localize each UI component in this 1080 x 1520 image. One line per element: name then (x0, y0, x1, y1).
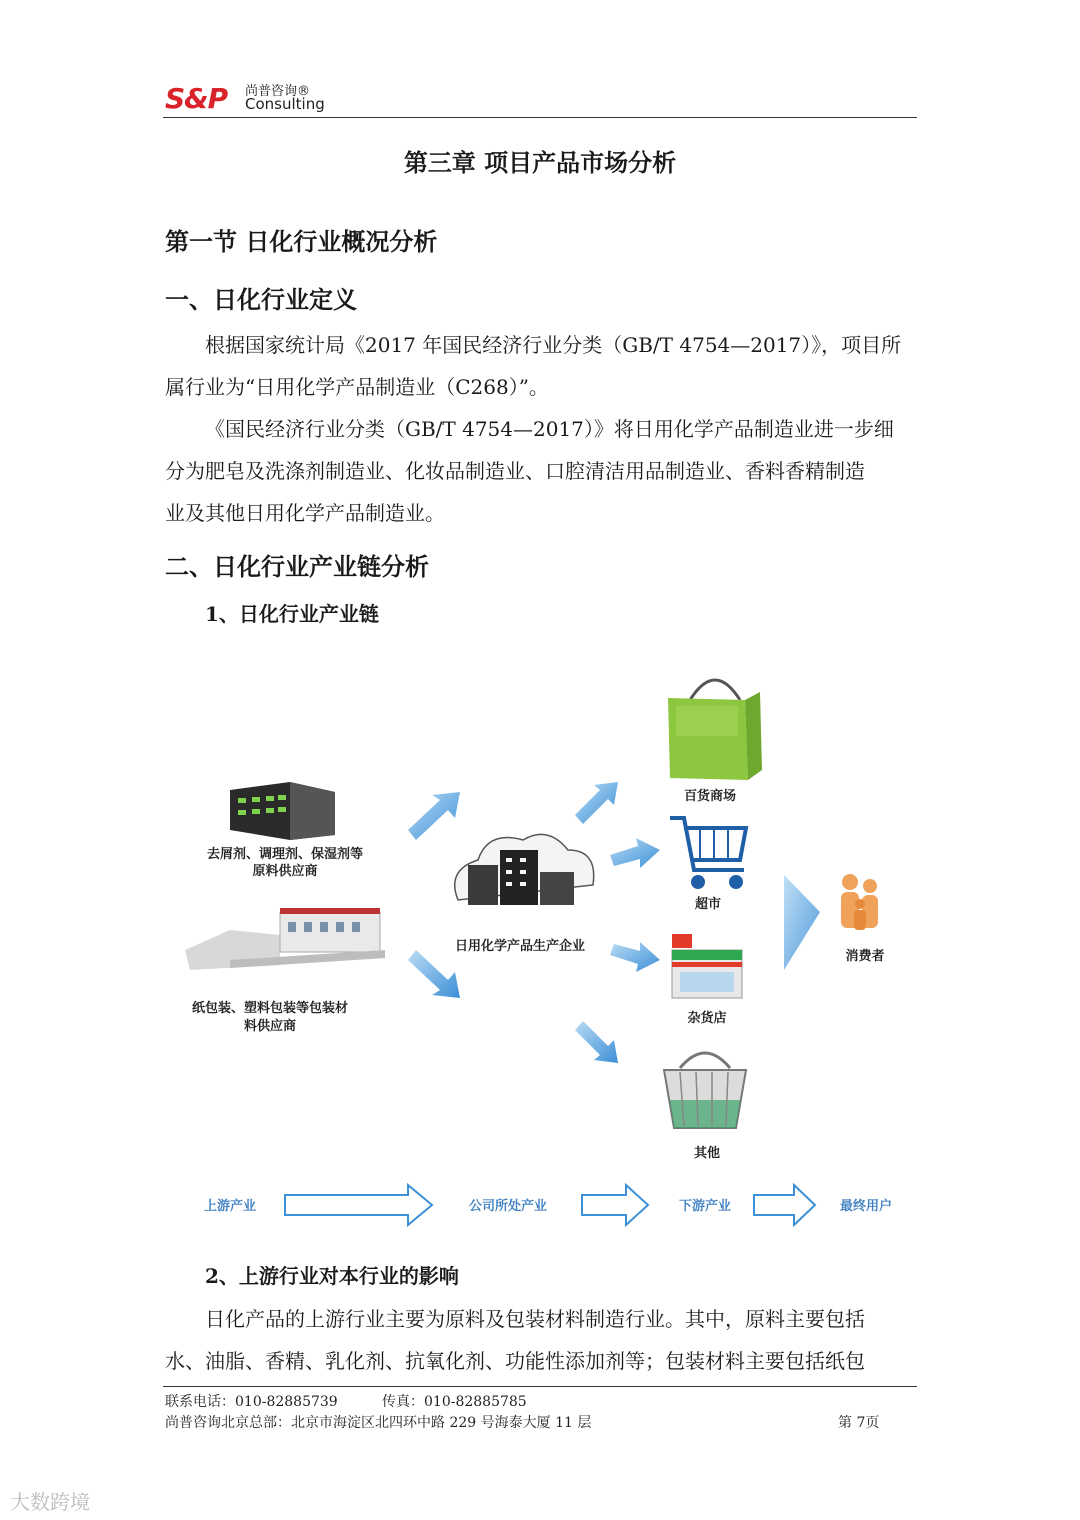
logo-mark: S&P (165, 82, 228, 115)
logo-chinese-name: 尚普咨询® (245, 84, 311, 99)
paragraph-line: 《国民经济行业分类（GB/T 4754—2017）》将日用化学产品制造业进一步细 (205, 417, 894, 441)
arrow-to-consumer (784, 875, 820, 970)
footer-phone: 联系电话：010-82885739 (165, 1394, 338, 1410)
watermark: 大数跨境 (10, 1490, 90, 1514)
channel-supermarket-label: 超市 (694, 897, 722, 912)
flow-end-user-label: 最终用户 (839, 1199, 893, 1214)
arrow-raw-to-manufacturer (408, 792, 460, 840)
arrow-to-other (575, 1021, 618, 1063)
paragraph-line: 属行业为“日用化学产品制造业（C268）”。 (165, 375, 549, 399)
packaging-factory-icon (185, 908, 385, 970)
paragraph-upstream (165, 1298, 917, 1382)
heading-industry-chain-analysis: 二、日化行业产业链分析 (165, 552, 429, 581)
channel-store-label: 杂货店 (687, 1011, 727, 1026)
manufacturer-label: 日用化学产品生产企业 (454, 939, 586, 954)
logo-english-name: Consulting (245, 95, 325, 113)
flow-arrow-1 (285, 1185, 432, 1225)
paragraph-line: 业及其他日用化学产品制造业。 (165, 501, 445, 525)
raw-supplier-label: 去屑剂、调理剂、保湿剂等 (206, 847, 364, 862)
paragraph-line: 水、油脂、香精、乳化剂、抗氧化剂、功能性添加剂等；包装材料主要包括纸包 (165, 1349, 865, 1373)
paragraph-line: 日化产品的上游行业主要为原料及包装材料制造行业。其中，原料主要包括 (205, 1307, 865, 1331)
company-logo (165, 80, 335, 116)
header-divider (163, 117, 917, 118)
flow-arrow-2 (582, 1185, 648, 1225)
arrow-to-supermarket (610, 838, 660, 868)
packaging-supplier-label-2: 料供应商 (243, 1019, 297, 1034)
flow-upstream-label: 上游产业 (203, 1199, 257, 1214)
shopping-basket-icon (664, 1053, 746, 1128)
subheading-upstream-impact: 2、上游行业对本行业的影响 (205, 1264, 459, 1288)
paragraph-line: 分为肥皂及洗涤剂制造业、化妆品制造业、口腔清洁用品制造业、香料香精制造 (165, 459, 865, 483)
footer-fax: 传真：010-82885785 (382, 1394, 527, 1410)
raw-material-factory-icon (230, 782, 335, 840)
arrow-to-mall (575, 782, 618, 824)
page-number: 第 7页 (838, 1415, 880, 1431)
channel-other-label: 其他 (693, 1146, 721, 1161)
consumer-family-icon (841, 874, 878, 930)
paragraph-classification (165, 324, 917, 408)
subheading-industry-chain: 1、日化行业产业链 (205, 602, 379, 626)
footer-divider (163, 1386, 917, 1387)
raw-supplier-label-2: 原料供应商 (252, 864, 318, 879)
shopping-cart-icon (670, 818, 746, 887)
packaging-supplier-label: 纸包装、塑料包装等包装材 (191, 1001, 349, 1016)
flow-company-label: 公司所处产业 (468, 1199, 548, 1214)
arrow-packaging-to-manufacturer (408, 950, 460, 998)
shopping-bag-icon (668, 680, 762, 780)
flow-downstream-label: 下游产业 (678, 1199, 732, 1214)
section-title: 第一节 日化行业概况分析 (165, 227, 438, 256)
industry-chain-diagram (170, 650, 910, 1240)
flow-arrow-3 (754, 1185, 815, 1225)
arrow-to-store (610, 942, 660, 972)
heading-industry-definition: 一、日化行业定义 (165, 285, 357, 314)
consumer-label: 消费者 (845, 949, 885, 964)
convenience-store-icon (672, 934, 742, 998)
chapter-title: 第三章 项目产品市场分析 (403, 148, 677, 177)
paragraph-subdivision (165, 408, 917, 534)
channel-mall-label: 百货商场 (683, 789, 737, 804)
manufacturer-building-icon (455, 834, 594, 905)
paragraph-line: 根据国家统计局《2017 年国民经济行业分类（GB/T 4754—2017）》，项目所 (205, 333, 902, 357)
footer-address: 尚普咨询北京总部：北京市海淀区北四环中路 229 号海泰大厦 11 层 (165, 1415, 592, 1431)
